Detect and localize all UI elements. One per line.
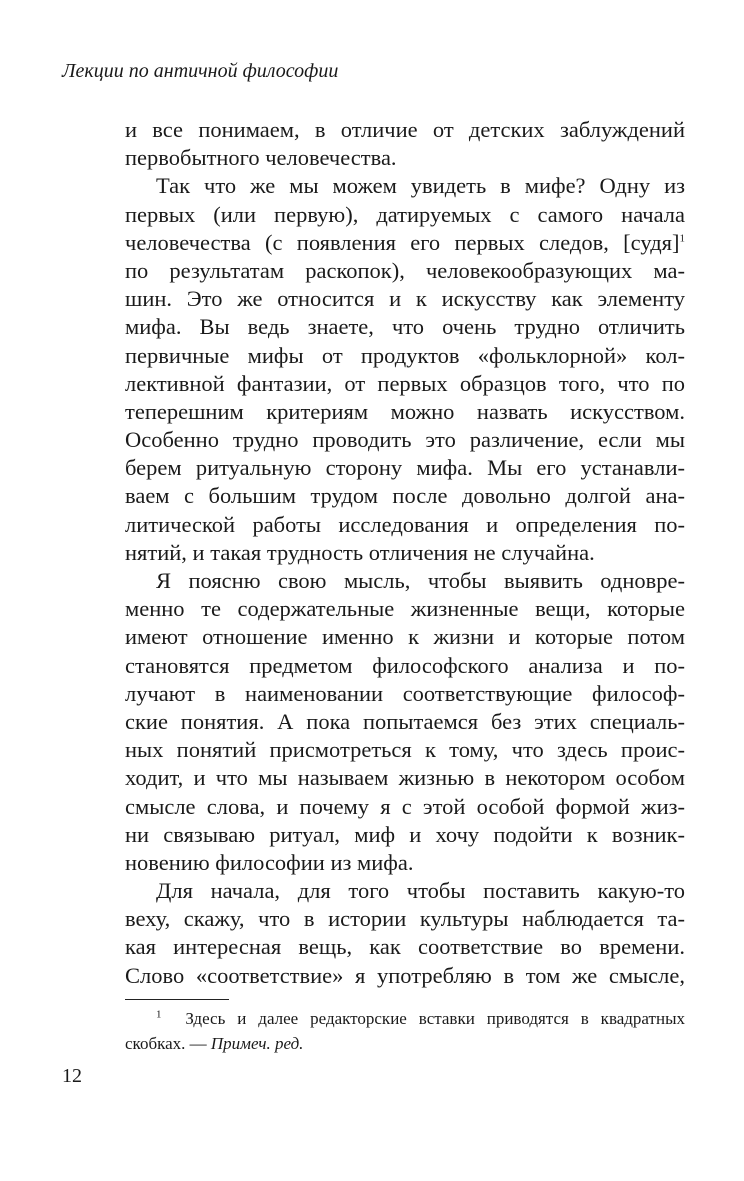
text-line — [125, 962, 685, 990]
text-line — [125, 285, 685, 313]
text-line — [125, 511, 685, 539]
text-line-content: первых (или первую), датируемых с самого начала — [125, 201, 685, 227]
text-line-content: лучают в наименовании соответствующие философ- — [125, 680, 685, 706]
footnote-text-1: Здесь и далее редакторские вставки приводятся в квадратных — [185, 1009, 685, 1028]
text-line — [125, 595, 685, 623]
footnote — [125, 1006, 685, 1056]
text-line-content: кая интересная вещь, как соответствие во времени. — [125, 934, 685, 960]
text-line — [125, 454, 685, 482]
text-line-content: нятий, и такая трудность отличения не случайна. — [125, 539, 595, 565]
footnote-line-1 — [125, 1006, 685, 1031]
text-line — [125, 398, 685, 426]
text-line — [125, 764, 685, 792]
text-line — [125, 905, 685, 933]
text-line — [125, 877, 685, 905]
text-line-content: и все понимаем, в отличие от детских заблуждений — [125, 117, 685, 142]
text-line — [125, 144, 685, 172]
text-line-content: мифа. Вы ведь знаете, что очень трудно отличить — [125, 314, 685, 340]
footnote-editor-note: Примеч. ред. — [210, 1034, 304, 1053]
text-line-content: лективной фантазии, от первых образцов того, что по — [125, 370, 685, 396]
running-head: Лекции по античной философии — [62, 60, 339, 82]
text-line-content: смысле слова, и почему я с этой особой формой жиз- — [125, 793, 685, 819]
text-line — [125, 342, 685, 370]
text-line — [125, 482, 685, 510]
text-line-content: становятся предметом философского анализа и по- — [125, 652, 685, 678]
text-line — [125, 370, 685, 398]
text-line-content: Так что же мы можем увидеть в мифе? Одну из — [156, 173, 685, 199]
text-line-content: новению философии из мифа. — [125, 849, 414, 875]
text-line-content: менно те содержательные жизненные вещи, которые — [125, 596, 685, 622]
text-line — [125, 680, 685, 708]
text-line — [125, 313, 685, 341]
text-line-content: Особенно трудно проводить это различение, если мы — [125, 427, 685, 453]
text-line-content: ваем с большим трудом после довольно долгой ана- — [125, 483, 685, 509]
text-line-content: человечества (с появления его первых следов, [судя] — [125, 229, 680, 255]
text-line-content: литической работы исследования и определения по- — [125, 511, 685, 537]
text-line — [125, 821, 685, 849]
text-line-content: берем ритуальную сторону мифа. Мы его устанавли- — [125, 455, 685, 481]
text-line — [125, 708, 685, 736]
body-text — [125, 116, 685, 990]
text-line — [125, 426, 685, 454]
text-line — [125, 567, 685, 595]
text-line-content: имеют отношение именно к жизни и которые потом — [125, 624, 685, 650]
text-line-content: Слово «соответствие» я употребляю в том же смысле, — [125, 962, 685, 988]
text-line-content: теперешним критериям можно назвать искусством. — [125, 398, 685, 424]
text-line — [125, 652, 685, 680]
footnote-text-2: скобках. — — [125, 1034, 207, 1053]
text-line — [125, 793, 685, 821]
text-line-content: Я поясню свою мысль, чтобы выявить одновре- — [156, 568, 685, 593]
text-line-content: по результатам раскопок), человекообразующих ма- — [125, 257, 685, 283]
page-number: 12 — [62, 1065, 82, 1087]
text-line — [125, 229, 685, 257]
text-line — [125, 172, 685, 200]
text-line — [125, 736, 685, 764]
text-line-content: веху, скажу, что в истории культуры наблюдается та- — [125, 906, 685, 932]
text-line — [125, 623, 685, 651]
text-line — [125, 539, 685, 567]
text-line — [125, 933, 685, 961]
text-line-content: ных понятий присмотреться к тому, что здесь проис- — [125, 737, 685, 763]
text-line — [125, 116, 685, 144]
text-line — [125, 849, 685, 877]
footnote-reference: 1 — [679, 232, 685, 245]
text-line — [125, 201, 685, 229]
footnote-rule — [125, 999, 229, 1000]
footnote-mark: 1 — [156, 1008, 162, 1021]
text-line-content: ни связываю ритуал, миф и хочу подойти к возник- — [125, 821, 685, 847]
text-line-content: Для начала, для того чтобы поставить какую-то — [156, 878, 685, 904]
text-line — [125, 257, 685, 285]
text-line-content: ходит, и что мы называем жизнью в некотором особом — [125, 765, 685, 791]
text-line-content: шин. Это же относится и к искусству как элементу — [125, 286, 685, 312]
text-line-content: первичные мифы от продуктов «фольклорной» кол- — [125, 342, 685, 368]
text-line-content: ские понятия. А пока попытаемся без этих специаль- — [125, 708, 685, 734]
text-line-content: первобытного человечества. — [125, 145, 397, 171]
